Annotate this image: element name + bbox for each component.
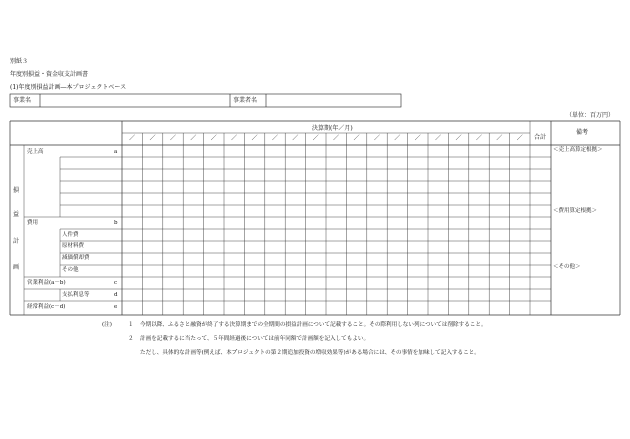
row-ordinary-profit-label: 経常利益(c－d) [27,304,66,310]
period-slash: ／ [231,135,238,142]
period-slash: ／ [169,135,176,142]
period-slash: ／ [190,135,197,142]
row-ordinary-profit-code: e [114,304,118,310]
side-label-2: 益 [12,211,19,218]
row-other-label: その他 [62,267,79,273]
side-label-1: 損 [12,187,19,194]
row-expenses-code: b [114,220,118,226]
period-slash: ／ [271,135,278,142]
period-slash: ／ [475,135,482,142]
period-slash: ／ [414,135,421,142]
period-slash: ／ [496,135,503,142]
row-personnel-label: 人件費 [62,232,79,238]
period-slash: ／ [394,135,401,142]
unit-note: （単位：百万円） [566,112,615,119]
period-slash: ／ [312,135,319,142]
annex-number: 別紙３ [10,58,29,65]
side-label-3: 計 [12,238,19,245]
period-slash: ／ [333,135,340,142]
period-slash: ／ [373,135,380,142]
row-depreciation-label: 減価償却費 [62,255,90,261]
remarks-header: 備考 [576,129,589,136]
row-operating-profit-code: c [114,280,118,286]
period-slash: ／ [353,135,360,142]
note-1-text: 今期以降、ふるさと融資が終了する決算期までの全期間の損益計画について記載すること。その際利用しない列については削除すること。 [140,322,487,328]
remark-other: ＜その他＞ [553,264,581,270]
row-expenses-label: 費用 [27,220,39,226]
document-title: 年度別損益・資金収支計画書 [10,71,89,78]
period-slash: ／ [210,135,217,142]
remark-sales-basis: ＜売上高算定根拠＞ [553,147,603,153]
remark-cost-basis: ＜費用算定根拠＞ [553,208,598,214]
period-header: 決算期(年／月) [312,125,353,132]
period-slash: ／ [516,135,523,142]
project-name-label: 事業名 [13,97,32,104]
period-slash: ／ [455,135,462,142]
row-sales-code: a [114,149,118,155]
period-slash: ／ [251,135,258,142]
period-slash: ／ [292,135,299,142]
row-interest-label: 支払利息等 [62,292,90,298]
total-header: 合計 [534,134,547,141]
row-materials-label: 原材料費 [62,243,85,249]
period-slash: ／ [435,135,442,142]
row-operating-profit-label: 営業利益(a－b) [27,280,66,286]
notes-label: (注) [102,322,112,328]
side-label-4: 画 [12,264,19,271]
period-slash: ／ [129,135,136,142]
row-sales-label: 売上高 [27,149,44,155]
document-subtitle: (1)年度別損益計画―本プロジェクトベース [10,84,127,91]
operator-name-label: 事業者名 [233,97,258,104]
note-3-text: ただし、具体的な計画等(例えば、本プロジェクトの第２期追加投資の増収効果等)がある場合には、その事情を加味して記入すること。 [140,350,480,356]
period-slash: ／ [149,135,156,142]
note-2-number: ２ [128,336,134,342]
note-2-text: 計画を記載するに当たって、５年間経過後については前年同額で計画額を記入してもよい。 [140,336,370,342]
note-1-number: １ [128,322,134,328]
row-interest-code: d [114,292,118,298]
